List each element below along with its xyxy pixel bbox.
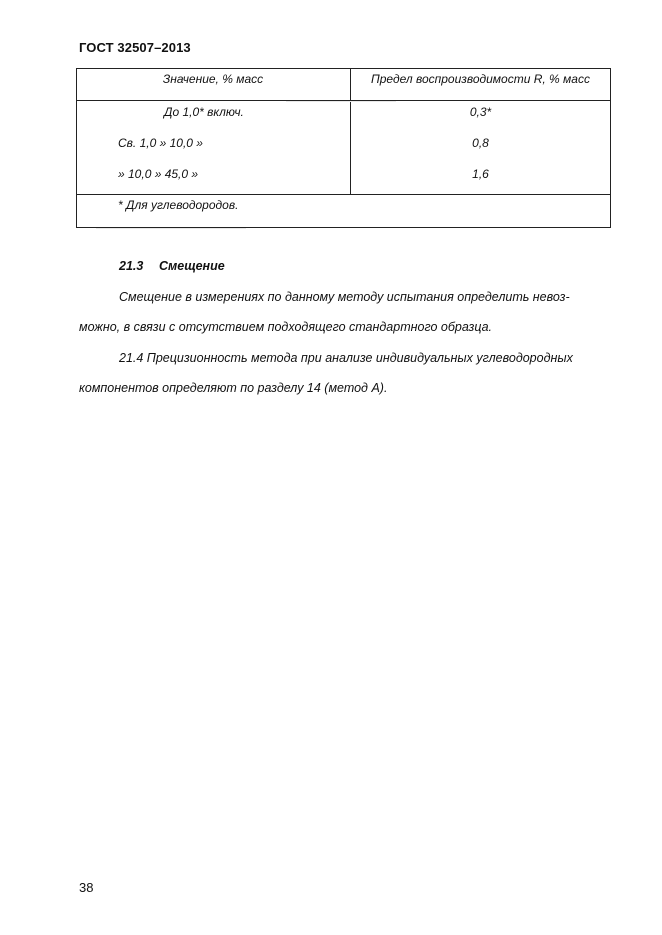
table-top-border: [76, 68, 611, 69]
table-right-border: [610, 68, 611, 228]
table-row-range: Св. 1,0 » 10,0 »: [118, 136, 203, 150]
table-row-range: До 1,0* включ.: [164, 105, 244, 119]
table-left-border: [76, 68, 77, 228]
table-row-range: » 10,0 » 45,0 »: [118, 167, 199, 181]
page-number: 38: [79, 880, 94, 895]
precision-table: [76, 68, 611, 228]
scan-artifact-line: [286, 101, 396, 102]
column-header-value: Значение, % масс: [162, 72, 264, 86]
paragraph-line: можно, в связи с отсутствием подходящего стандартного образца.: [79, 320, 493, 334]
section-number: 21.3: [119, 259, 144, 273]
paragraph-line: 21.4 Прецизионность метода при анализе индивидуальных углеводородных: [119, 351, 573, 365]
table-body-divider: [76, 194, 611, 195]
paragraph-line: Смещение в измерениях по данному методу испытания определить невоз-: [119, 290, 570, 304]
table-footnote: * Для углеводородов.: [118, 198, 239, 212]
scan-artifact-line: [96, 228, 246, 229]
section-heading: [119, 259, 225, 273]
table-row-value: 0,3*: [469, 105, 492, 119]
table-row-value: 0,8: [472, 136, 489, 150]
document-code-header: ГОСТ 32507–2013: [79, 40, 191, 55]
column-header-reproducibility: Предел воспроизводимости R, % масс: [371, 72, 590, 86]
table-row-value: 1,6: [472, 167, 489, 181]
section-title: Смещение: [159, 259, 225, 273]
paragraph-line: компонентов определяют по разделу 14 (метод А).: [79, 381, 388, 395]
